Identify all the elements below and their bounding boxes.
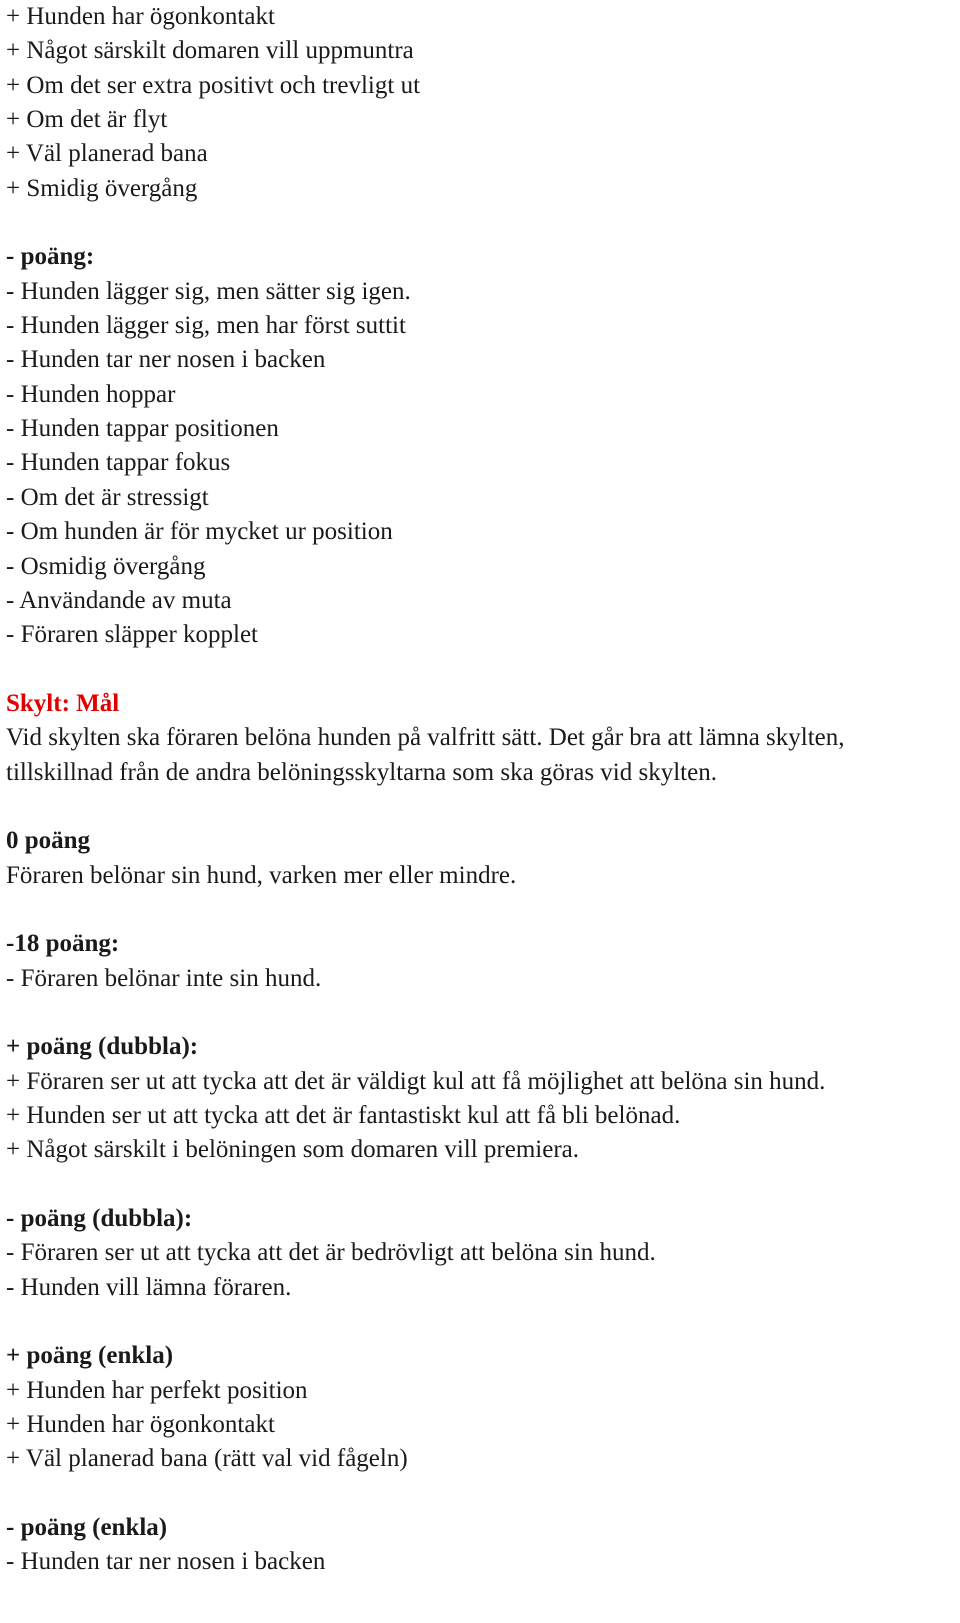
list-item: + Väl planerad bana (rätt val vid fågeln): [6, 1445, 408, 1473]
list-item: + Om det ser extra positivt och trevligt ut: [6, 71, 421, 99]
minus-list: [6, 275, 956, 653]
list-item: - Hunden hoppar: [6, 380, 176, 408]
spacer: [6, 653, 956, 687]
list-item: - Hunden lägger sig, men har först suttit: [6, 312, 406, 340]
sign-heading: Skylt: Mål: [6, 689, 120, 717]
list-item: + Hunden har ögonkontakt: [6, 1411, 275, 1439]
spacer: [6, 1168, 956, 1202]
list-item: - Hunden tar ner nosen i backen: [6, 1548, 326, 1576]
plus-single-list: [6, 1374, 956, 1477]
sign-description-line: Vid skylten ska föraren belöna hunden på valfritt sätt. Det går bra att lämna skylten,: [6, 724, 845, 752]
list-item: - Användande av muta: [6, 586, 232, 614]
plus-single-heading: + poäng (enkla): [6, 1342, 174, 1370]
zero-points-heading: 0 poäng: [6, 827, 91, 855]
minus-single-list: [6, 1545, 956, 1579]
list-item: - Föraren ser ut att tycka att det är bedrövligt att belöna sin hund.: [6, 1239, 656, 1267]
list-item: - Om hunden är för mycket ur position: [6, 518, 393, 546]
list-item: - Hunden vill lämna föraren.: [6, 1273, 292, 1301]
list-item: + Väl planerad bana: [6, 140, 208, 168]
minus-double-heading: - poäng (dubbla):: [6, 1205, 193, 1233]
list-item: + Hunden har perfekt position: [6, 1376, 308, 1404]
document-page: [6, 0, 956, 1580]
minus-single-heading: - poäng (enkla): [6, 1514, 168, 1542]
list-item: + Hunden har ögonkontakt: [6, 3, 275, 30]
list-item: + Föraren ser ut att tycka att det är väldigt kul att få möjlighet att belöna sin hund.: [6, 1067, 826, 1095]
spacer: [6, 206, 956, 240]
list-item: + Smidig övergång: [6, 174, 198, 202]
spacer: [6, 996, 956, 1030]
spacer: [6, 893, 956, 927]
list-item: - Hunden tappar fokus: [6, 449, 231, 477]
list-item: + Något särskilt i belöningen som domaren vill premiera.: [6, 1136, 579, 1164]
zero-points-text: Föraren belönar sin hund, varken mer eller mindre.: [6, 861, 517, 889]
list-item: + Om det är flyt: [6, 106, 168, 134]
minus-heading: - poäng:: [6, 243, 95, 271]
list-item: - Osmidig övergång: [6, 552, 206, 580]
spacer: [6, 790, 956, 824]
list-item: - Om det är stressigt: [6, 483, 209, 511]
list-item: - Hunden lägger sig, men sätter sig igen.: [6, 277, 411, 305]
list-item: - Hunden tappar positionen: [6, 415, 279, 443]
spacer: [6, 1477, 956, 1511]
list-item: - Hunden tar ner nosen i backen: [6, 346, 326, 374]
sign-description-line: tillskillnad från de andra belöningsskyltarna som ska göras vid skylten.: [6, 758, 717, 786]
minus18-heading: -18 poäng:: [6, 930, 120, 958]
minus-double-list: [6, 1236, 956, 1305]
minus18-text: - Föraren belönar inte sin hund.: [6, 964, 322, 992]
list-item: - Föraren släpper kopplet: [6, 621, 259, 649]
list-item: + Hunden ser ut att tycka att det är fantastiskt kul att få bli belönad.: [6, 1102, 681, 1129]
top-plus-list: [6, 0, 956, 206]
plus-double-list: [6, 1065, 956, 1168]
spacer: [6, 1305, 956, 1339]
plus-double-heading: + poäng (dubbla):: [6, 1033, 199, 1061]
list-item: + Något särskilt domaren vill uppmuntra: [6, 37, 414, 65]
